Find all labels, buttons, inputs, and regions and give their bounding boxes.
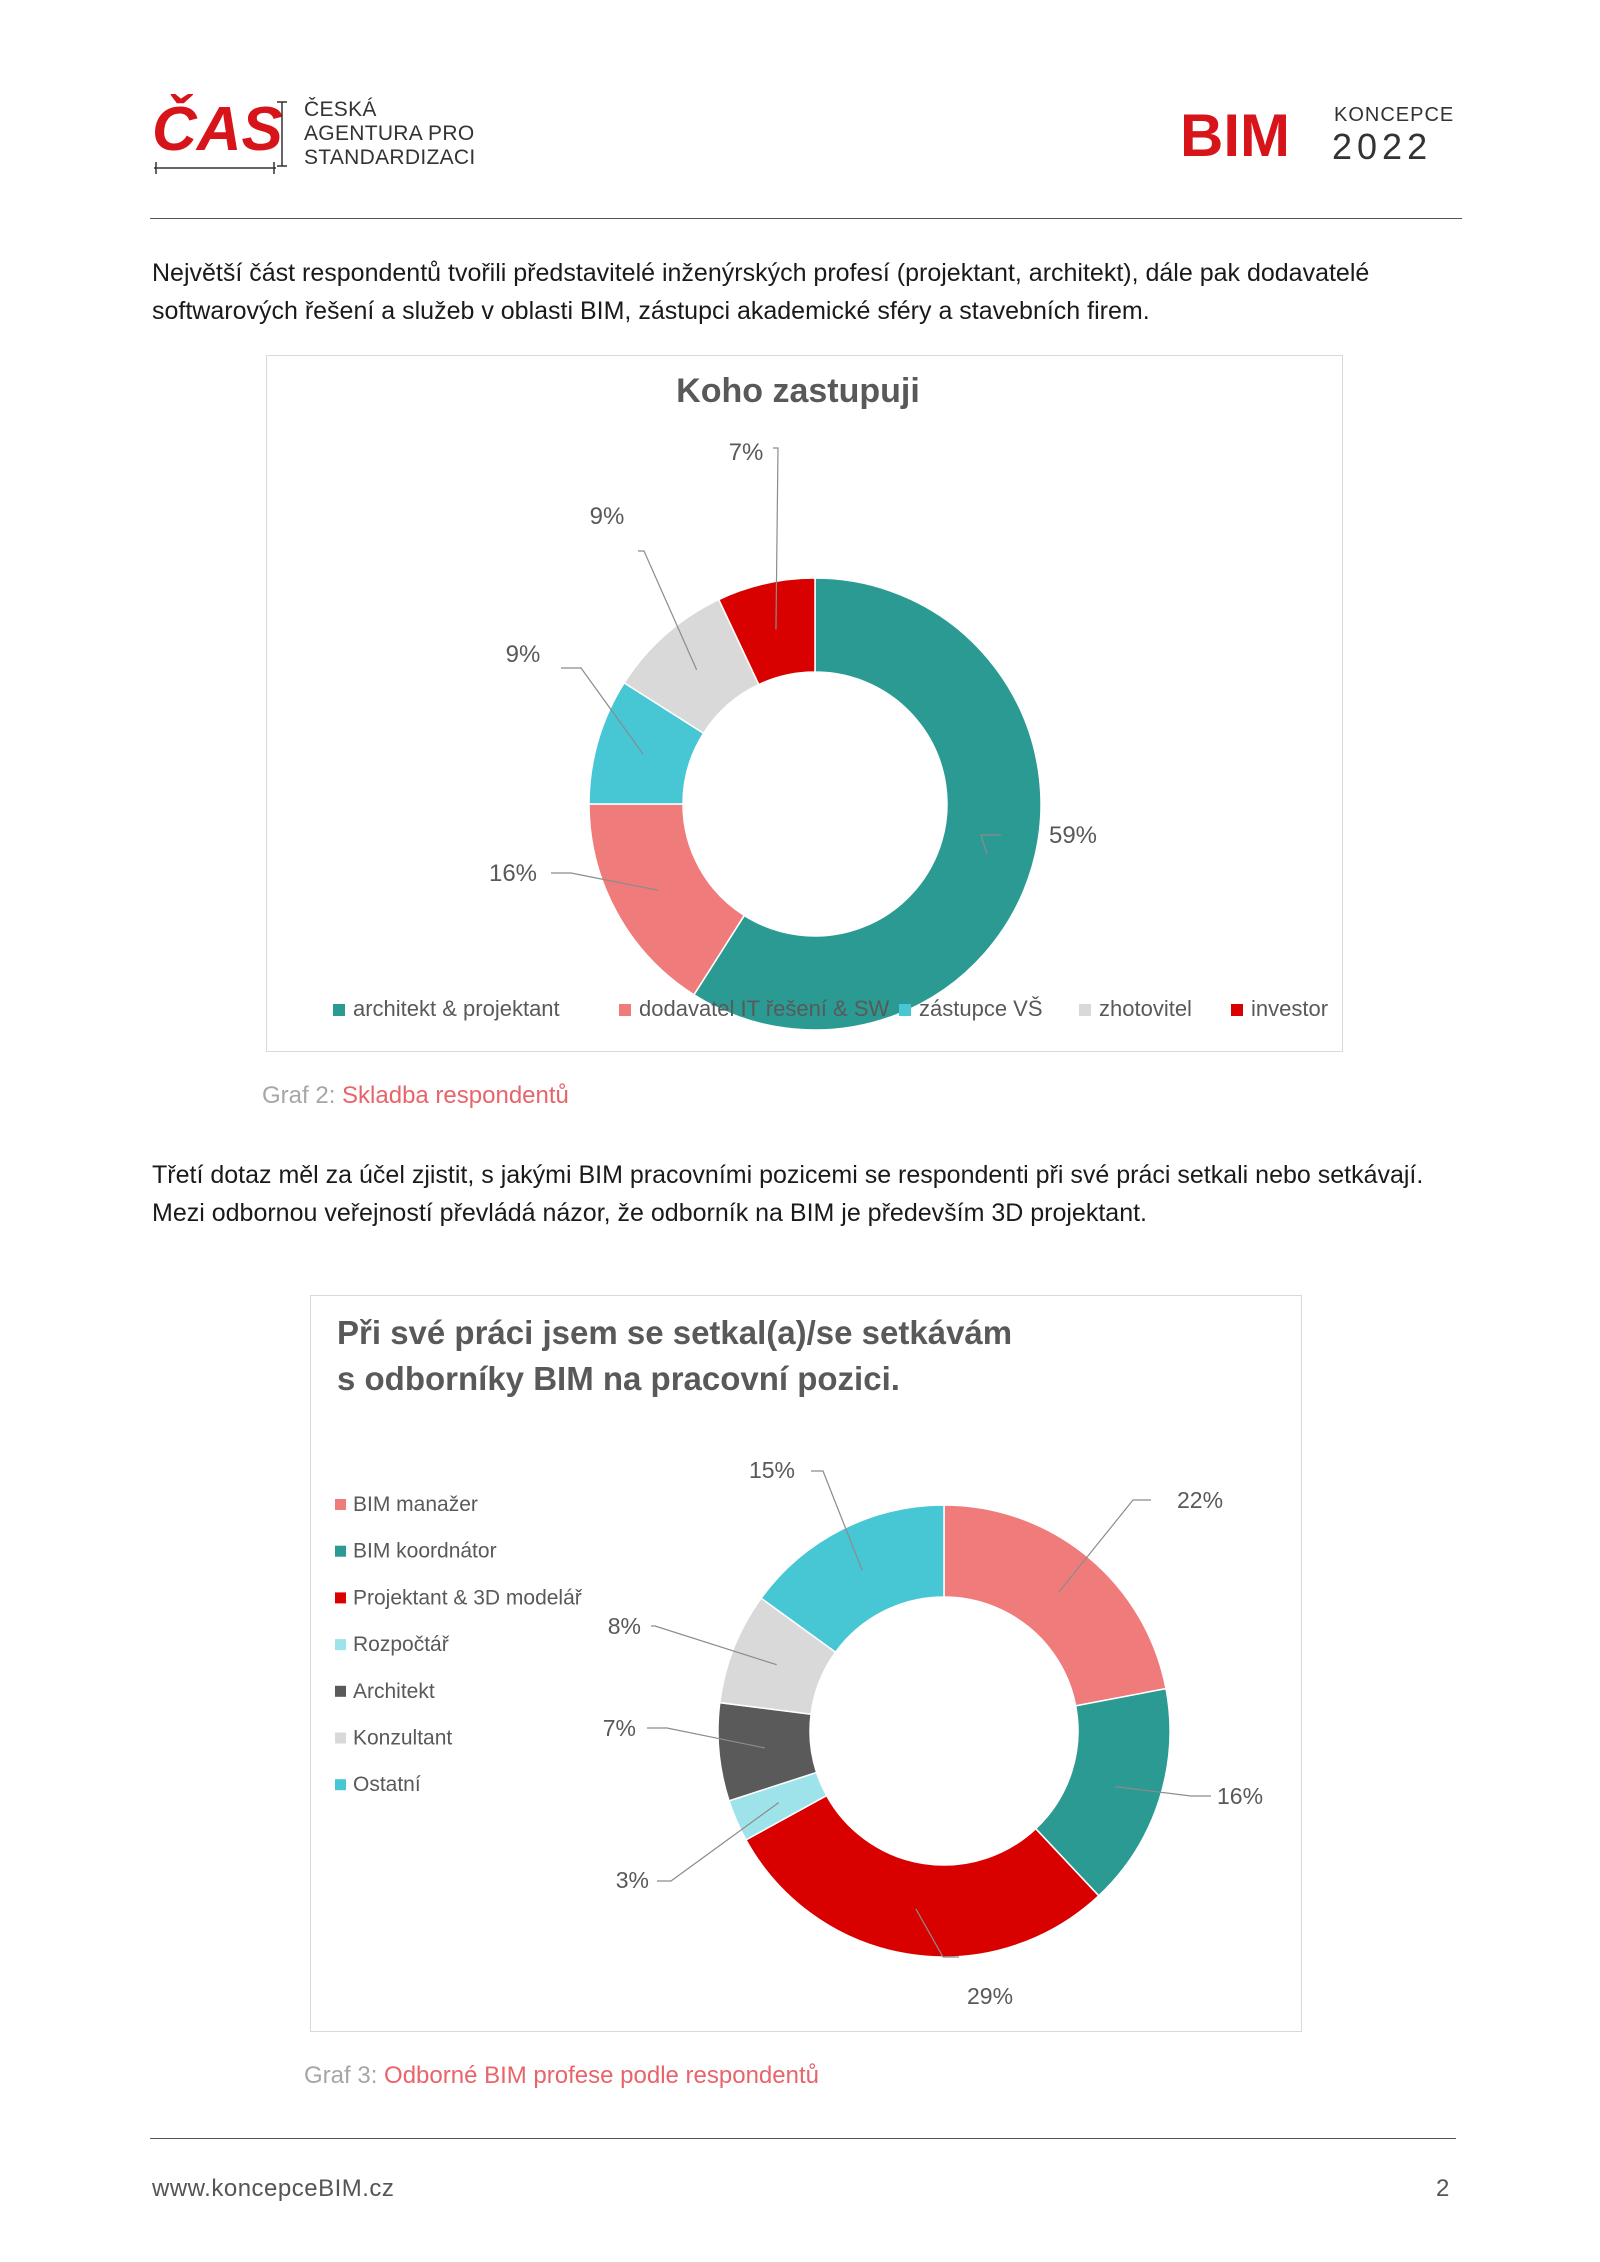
data-label: 16% xyxy=(488,860,538,887)
legend-swatch xyxy=(335,1733,346,1744)
data-label: 7% xyxy=(602,1715,636,1741)
header-divider xyxy=(150,218,1462,219)
caption-graf-3 xyxy=(304,2062,819,2090)
cas-logo xyxy=(150,88,290,183)
cas-line-3: STANDARDIZACI xyxy=(304,146,476,169)
legend-label: Konzultant xyxy=(353,1726,453,1750)
caption-prefix: Graf 3: xyxy=(304,2062,385,2089)
chart-professions-frame xyxy=(310,1295,1302,2032)
legend-label: Architekt xyxy=(353,1679,435,1703)
legend-swatch xyxy=(333,1004,345,1016)
data-label: 9% xyxy=(505,641,541,668)
donut-slice-bim-manazer xyxy=(944,1505,1166,1706)
data-label: 7% xyxy=(728,439,764,466)
legend-label: zhotovitel xyxy=(1099,996,1192,1021)
legend-swatch xyxy=(335,1639,346,1650)
bim-logo xyxy=(1180,104,1320,162)
legend-label: Ostatní xyxy=(353,1773,421,1797)
data-label: 8% xyxy=(607,1613,641,1639)
bim-year-label: 2022 xyxy=(1332,126,1433,167)
chart-title: Koho zastupuji xyxy=(676,372,920,410)
cas-line-2: AGENTURA PRO xyxy=(304,122,475,145)
bim-koncepce-label: KONCEPCE xyxy=(1334,104,1455,126)
data-label: 22% xyxy=(1177,1487,1224,1513)
legend-swatch xyxy=(335,1499,346,1510)
legend-label: dodavatel IT řešení & SW xyxy=(639,996,890,1021)
legend-swatch xyxy=(335,1546,346,1557)
page-number: 2 xyxy=(1436,2175,1450,2202)
data-label: 9% xyxy=(589,503,625,530)
data-label: 3% xyxy=(615,1867,649,1893)
legend-label: zástupce VŠ xyxy=(919,996,1043,1021)
legend-swatch xyxy=(335,1592,346,1603)
legend-label: BIM manažer xyxy=(353,1493,478,1516)
legend-swatch xyxy=(619,1004,631,1016)
legend-swatch xyxy=(1231,1004,1243,1016)
legend-swatch xyxy=(335,1686,346,1697)
legend-label: BIM koordnátor xyxy=(353,1539,497,1563)
data-label: 29% xyxy=(967,1983,1014,2009)
legend-label: Projektant & 3D modelář xyxy=(353,1586,582,1610)
cas-line-1: ČESKÁ xyxy=(304,98,377,121)
data-label: 59% xyxy=(1048,822,1098,849)
caption-title: Odborné BIM profese podle respondentů xyxy=(384,2062,819,2089)
legend-swatch xyxy=(899,1004,911,1016)
chart-professions xyxy=(311,1296,1301,2031)
legend-label: investor xyxy=(1251,996,1329,1021)
bim-logo-glyphs: BIM xyxy=(1180,104,1290,162)
legend-label: architekt & projektant xyxy=(353,996,560,1021)
caption-graf-2 xyxy=(262,1082,569,1110)
second-paragraph: Třetí dotaz měl za účel zjistit, s jakými BIM pracovními pozicemi se respondenti při své práci setkali nebo setkávají. Mezi odbornou veřejností převládá názor, že odborník na BIM je především 3D projektant. xyxy=(152,1161,1424,1227)
legend-swatch xyxy=(335,1779,346,1790)
footer-divider xyxy=(150,2138,1456,2139)
cas-organization-name xyxy=(304,98,476,170)
chart-respondents xyxy=(267,356,1342,1051)
chart-title-line-1: Při své práci jsem se setkal(a)/se setkávám xyxy=(337,1314,1013,1351)
legend-label: Rozpočtář xyxy=(353,1633,449,1657)
caption-title: Skladba respondentů xyxy=(342,1082,569,1109)
intro-paragraph: Největší část respondentů tvořili představitelé inženýrských profesí (projektant, architekt), dále pak dodavatelé softwarových řešení a služeb v oblasti BIM, zástupci akademické sféry a stavebních firem. xyxy=(152,259,1370,325)
caption-prefix: Graf 2: xyxy=(262,1082,343,1109)
legend-swatch xyxy=(1079,1004,1091,1016)
data-label: 15% xyxy=(748,1457,795,1483)
footer-url: www.koncepceBIM.cz xyxy=(152,2175,395,2202)
data-label: 16% xyxy=(1217,1783,1264,1809)
cas-logo-glyphs: ČAS xyxy=(152,95,283,164)
chart-respondents-frame xyxy=(266,355,1343,1052)
chart-title-line-2: s odborníky BIM na pracovní pozici. xyxy=(337,1360,900,1397)
